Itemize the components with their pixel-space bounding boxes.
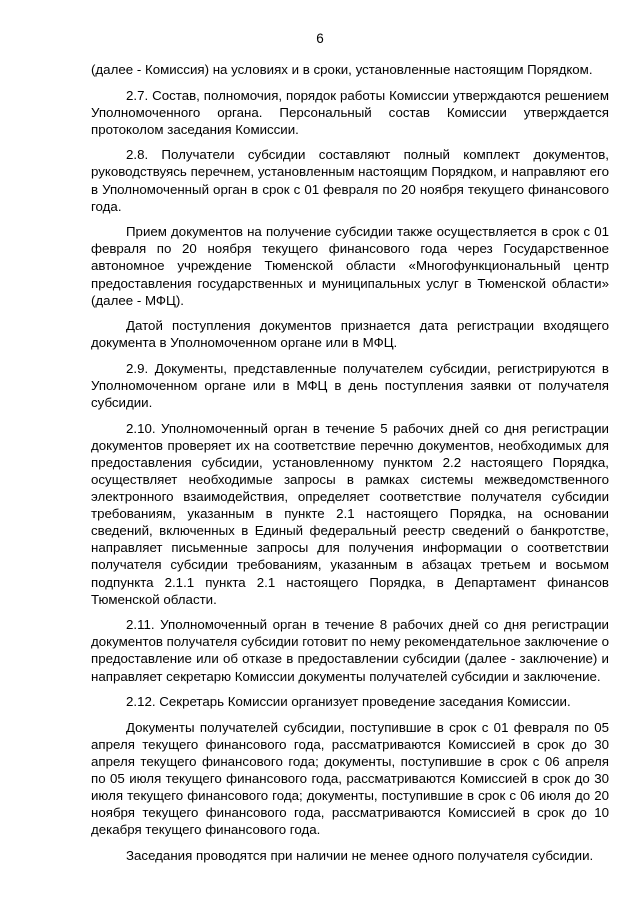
paragraph-receipt-date: Датой поступления документов признается дата регистрации входящего документа в Уполномоченном органе или в МФЦ. bbox=[91, 318, 609, 351]
paragraph-2-11: 2.11. Уполномоченный орган в течение 8 рабочих дней со дня регистрации документов получателя субсидии готовит по нему рекомендательное заключение о предоставление или об отказе в предоставлении субсидии (далее - заключение) и направляет секретарю Комиссии документы получателей субсидии и заключение. bbox=[91, 617, 609, 684]
paragraph-continuation: (далее - Комиссия) на условиях и в сроки, установленные настоящим Порядком. bbox=[91, 62, 593, 77]
page-number: 6 bbox=[316, 31, 324, 46]
paragraph-2-9: 2.9. Документы, представленные получателем субсидии, регистрируются в Уполномоченном органе или в МФЦ в день поступления заявки от получателя субсидии. bbox=[91, 360, 609, 411]
paragraph-2-7: 2.7. Состав, полномочия, порядок работы Комиссии утверждаются решением Уполномоченного органа. Персональный состав Комиссии утверждается протоколом заседания Комиссии. bbox=[91, 87, 609, 137]
paragraph-review-deadlines: Документы получателей субсидии, поступившие в срок с 01 февраля по 05 апреля текущего финансового года, рассматриваются Комиссией в срок до 30 апреля текущего финансового года; документы, поступившие в срок с 06 апреля по 05 июля текущего финансового года, рассматриваются Комиссией в срок до 30 июля текущего финансового года; документы, поступившие в срок с 06 июля до 20 ноября текущего финансового года, рассматриваются Комиссией в срок до 10 декабря текущего финансового года. bbox=[91, 719, 609, 838]
document-body bbox=[91, 61, 609, 872]
paragraph-2-10: 2.10. Уполномоченный орган в течение 5 рабочих дней со дня регистрации документов проверяет их на соответствие перечню документов, необходимых для предоставления субсидии, установленному пунктом 2.2 настоящего Порядка, осуществляет необходимые запросы в рамках системы межведомственного электронного взаимодействия, определяет соответствие получателя субсидии требованиям, указанным в пункте 2.1 настоящего Порядка, на основании сведений, включенных в Единый федеральный реестр сведений о банкротстве, направляет письменные запросы для получения информации о соответствии получателя субсидии требованиям, указанным в абзацах третьем и восьмом подпункта 2.1.1 пункта 2.1 настоящего Порядка, в Департамент финансов Тюменской области. bbox=[91, 420, 609, 607]
paragraph-meetings: Заседания проводятся при наличии не менее одного получателя субсидии. bbox=[126, 847, 594, 863]
paragraph-2-8: 2.8. Получатели субсидии составляют полный комплект документов, руководствуясь перечнем, установленным настоящим Порядком, и направляют его в Уполномоченный орган в срок с 01 февраля по 20 ноября текущего финансового года. bbox=[91, 147, 609, 214]
paragraph-2-12: 2.12. Секретарь Комиссии организует проведение заседания Комиссии. bbox=[126, 694, 571, 710]
paragraph-mfc-reception: Прием документов на получение субсидии также осуществляется в срок с 01 февраля по 20 ноября текущего финансового года через Государственное автономное учреждение Тюменской области «Многофункциональный центр предоставления государственных и муниципальных услуг в Тюменской области» (далее - МФЦ). bbox=[91, 224, 609, 308]
